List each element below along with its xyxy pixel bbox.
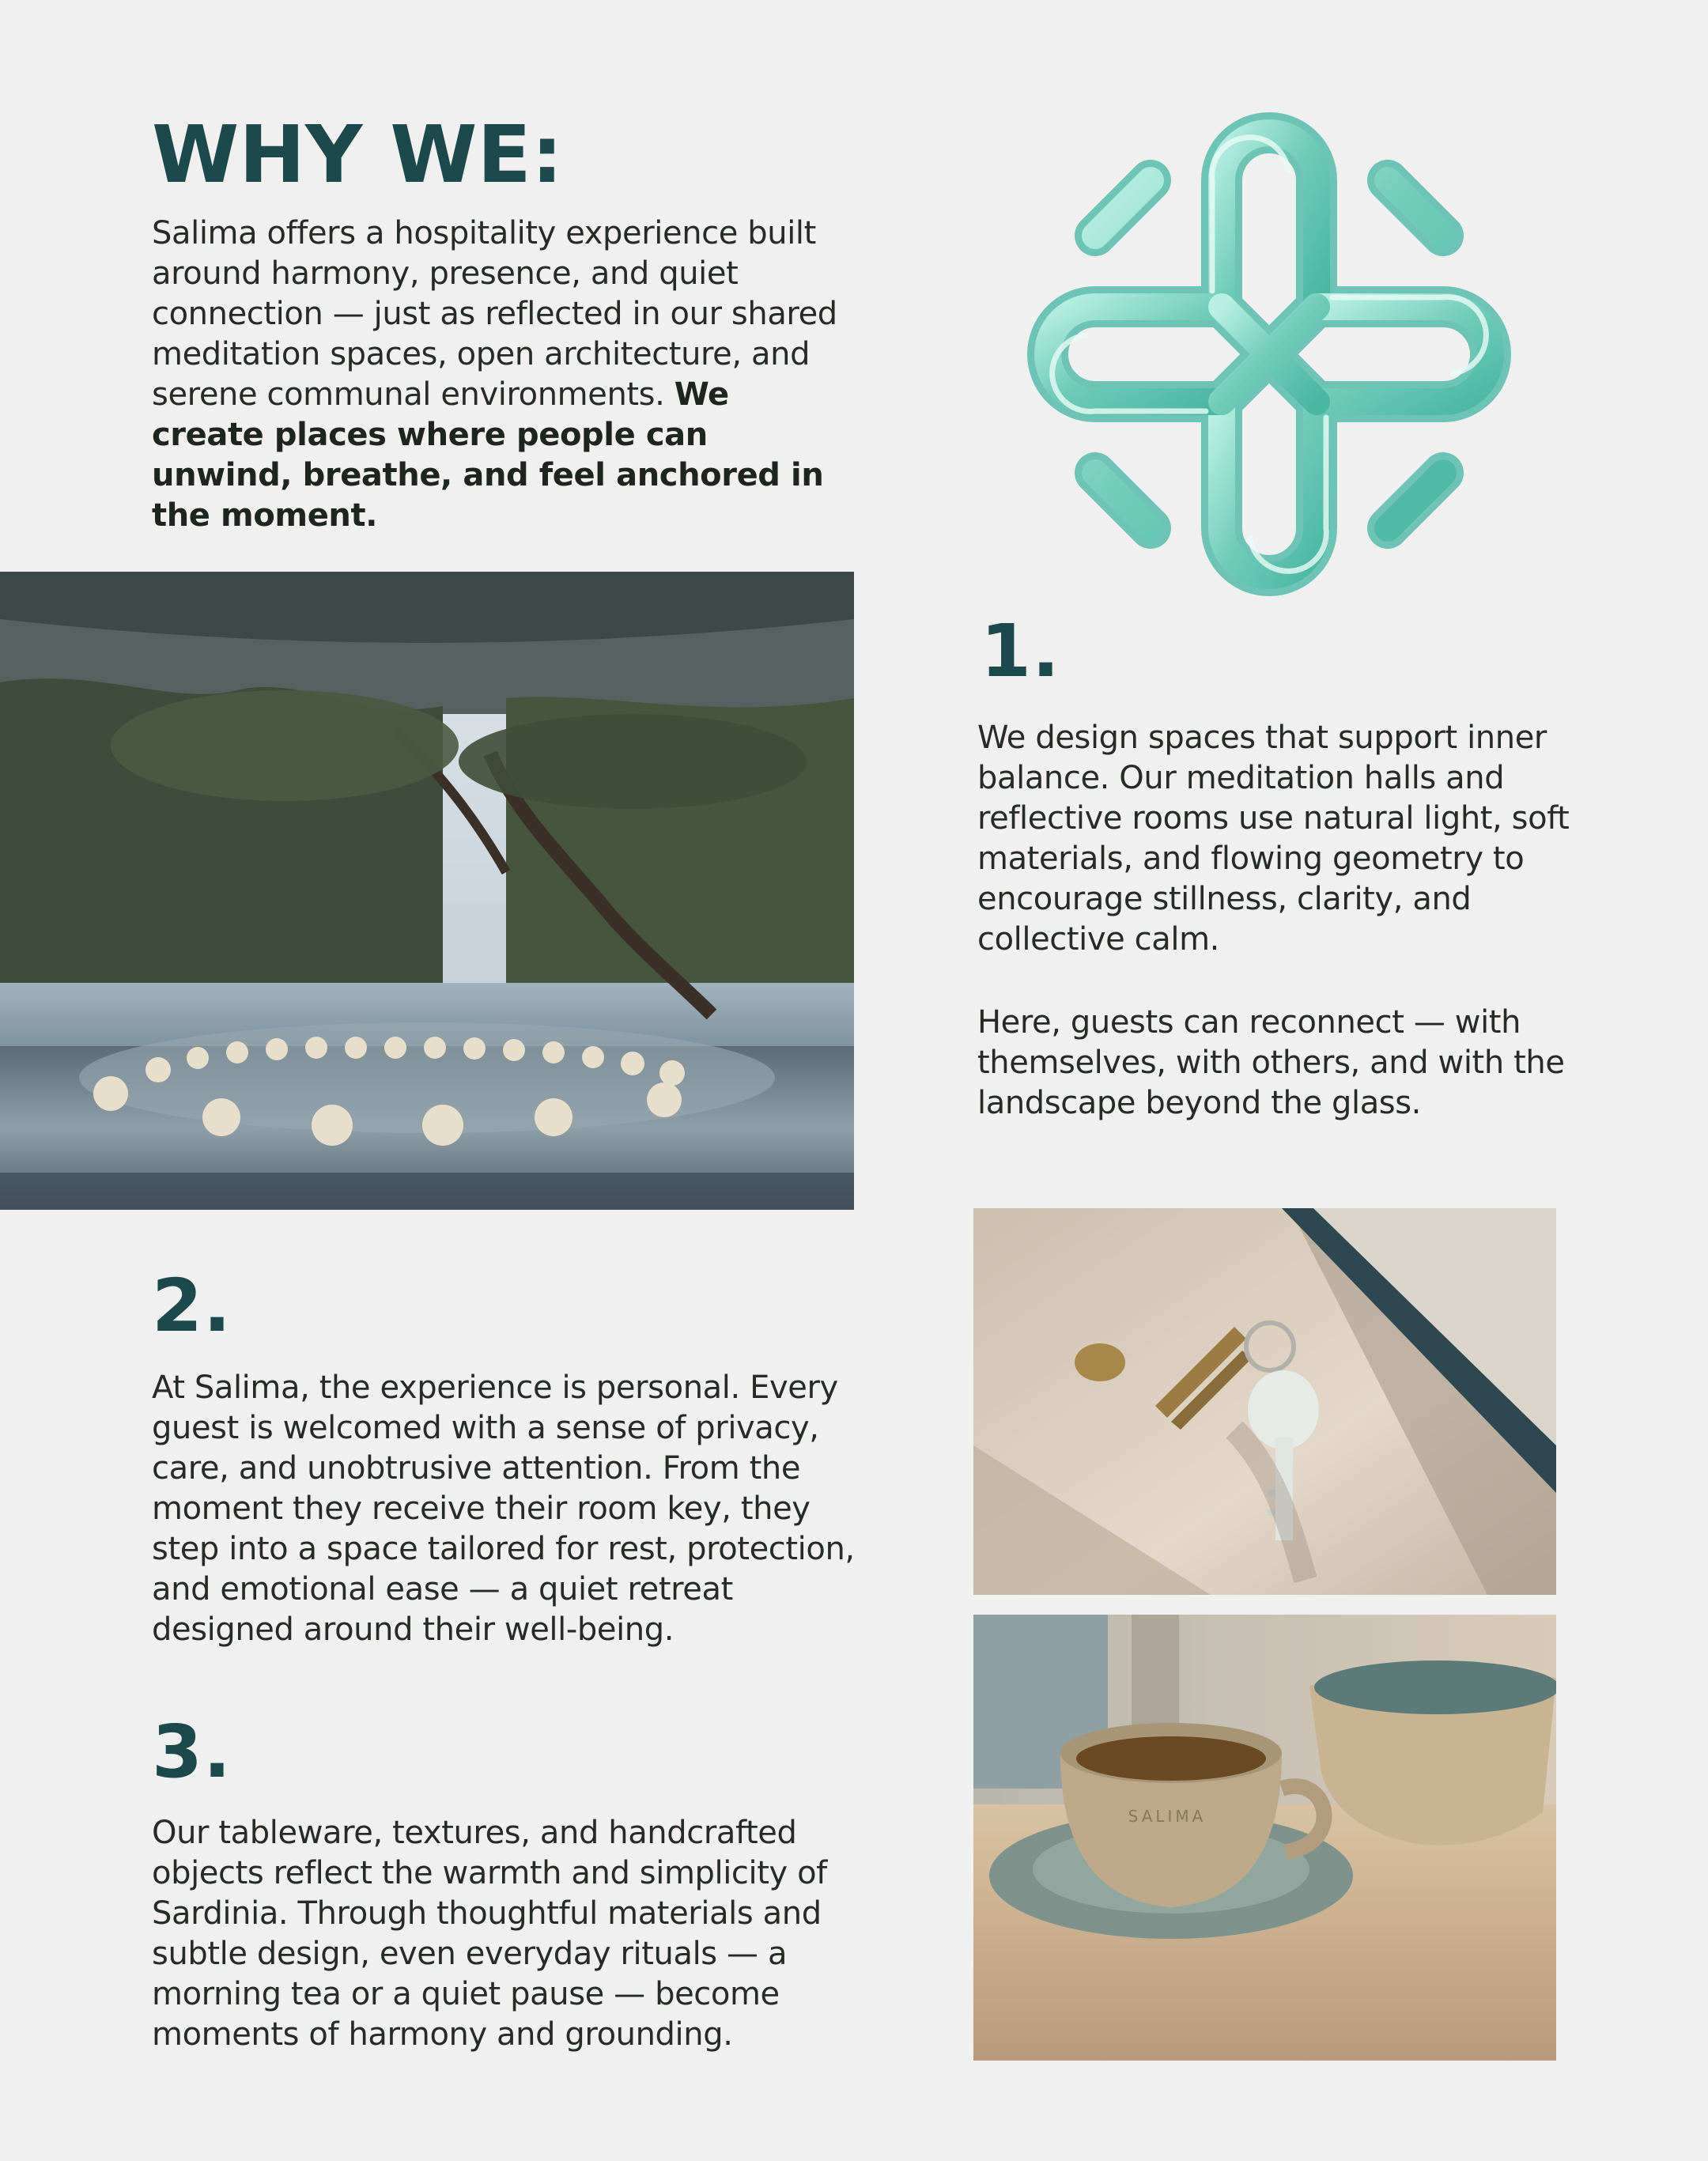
endless-knot-icon [969,62,1569,647]
page-title: WHY WE: [152,108,563,201]
section-number-3: 3. [152,1710,232,1794]
section-1-paragraph-2: Here, guests can reconnect — with themselves, with others, and with the landscape beyond the glass. [977,1004,1565,1121]
meditation-hall-photo [0,572,854,1210]
intro-paragraph [152,213,848,536]
section-2-paragraph: At Salima, the experience is personal. Every guest is welcomed with a sense of privacy, care, and unobtrusive attention. From the moment they receive their room key, they step into a space tailored for rest, protection, and emotional ease — a quiet retreat designed around their well-being. [152,1370,855,1648]
section-number-1: 1. [981,609,1060,693]
tea-cup-photo [973,1615,1556,2061]
section-3-paragraph: Our tableware, textures, and handcrafted objects reflect the warmth and simplicity of Sardinia. Through thoughtful materials and subtle design, even everyday rituals — a morning tea or a quiet pause — become moments of harmony and grounding. [152,1815,827,2053]
section-number-2: 2. [152,1264,232,1348]
intro-bold-text: We create places where people can unwind, breathe, and feel anchored in the moment. [152,376,824,534]
intro-text: Salima offers a hospitality experience built around harmony, presence, and quiet connection — just as reflected in our shared meditation spaces, open architecture, and serene communal environments. [152,215,837,413]
cup-brand-text: SALIMA [1128,1807,1207,1826]
section-1-paragraph-1: We design spaces that support inner balance. Our meditation halls and reflective rooms use natural light, soft materials, and flowing geometry to encourage stillness, clarity, and collective calm. [977,720,1570,958]
room-key-photo [973,1208,1556,1595]
